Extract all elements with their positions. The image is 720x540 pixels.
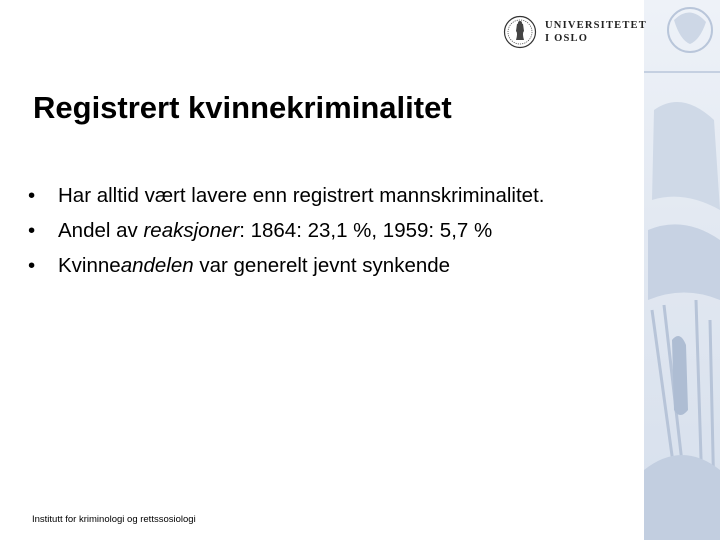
bullet-marker: • [28,254,36,277]
logo-line2: I OSLO [545,33,589,44]
bullet-item [28,178,544,213]
bullet-text [58,178,544,213]
bullet-text-part: Kvinne [58,254,121,277]
bullet-text-emphasis: reaksjoner [143,219,240,242]
university-logo [503,14,647,50]
bullet-list [28,178,544,283]
bullet-text-emphasis: andelen [120,254,194,277]
bullet-marker: • [28,219,36,242]
bullet-text [58,213,492,248]
decorative-side-image [644,0,720,540]
bullet-item [28,248,544,283]
bullet-text-part: : 1864: 23,1 %, 1959: 5,7 % [239,219,493,242]
bullet-marker: • [28,184,36,207]
bullet-item [28,213,544,248]
bullet-text-part: Andel av [58,219,144,242]
bullet-text-part: var generelt jevnt synkende [193,254,451,277]
bullet-text [58,248,450,283]
logo-line1: UNIVERSITETET [545,20,647,31]
slide-title: Registrert kvinnekriminalitet [33,90,452,125]
logo-text [545,19,647,45]
bullet-text-part: Har alltid vært lavere enn registrert mannskriminalitet. [58,184,545,207]
statue-illustration [644,0,720,540]
footer-text: Institutt for kriminologi og rettssosiologi [32,514,196,525]
seal-icon [503,15,537,49]
